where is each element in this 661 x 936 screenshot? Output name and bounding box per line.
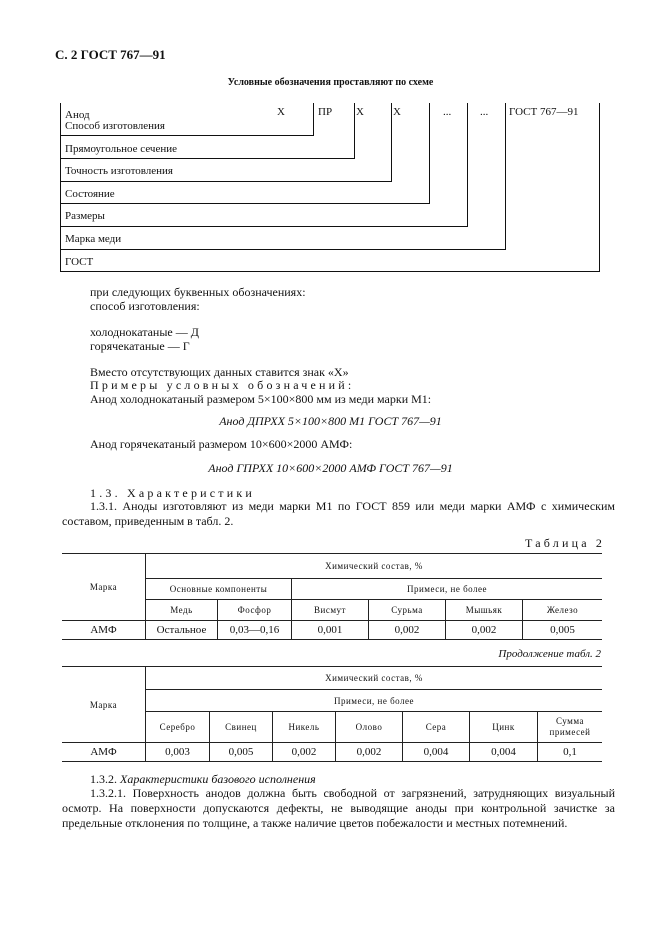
scheme-label: ГОСТ <box>65 256 94 268</box>
table2-composition-header: Химический состав, % <box>146 554 603 579</box>
section-1-3-2-heading <box>90 772 316 787</box>
legend-absent: Вместо отсутствующих данных ставится знак «Х» <box>90 365 349 379</box>
scheme-label: Способ изготовления <box>65 120 165 132</box>
scheme-label: Точность изготовления <box>65 165 173 177</box>
table2-impurity-header: Примеси, не более <box>292 579 603 600</box>
table2-cont-cell: 0,1 <box>538 743 603 762</box>
table2-col-header: Железо <box>523 600 603 621</box>
scheme-label: Марка меди <box>65 233 122 245</box>
scheme-title: Условные обозначения проставляют по схеме <box>227 77 434 88</box>
example2-code: Анод ГПРХХ 10×600×2000 АМФ ГОСТ 767—91 <box>208 461 453 475</box>
scheme-label: Размеры <box>65 210 105 222</box>
table2-cell: 0,002 <box>369 621 446 640</box>
section-1-3-2-title: Характеристики базового исполнения <box>120 772 316 786</box>
scheme-line <box>60 249 505 250</box>
table2-cont-cell: 0,002 <box>273 743 336 762</box>
examples-heading: Примеры условных обозначений: <box>90 378 355 392</box>
table2-cont-cell: 0,004 <box>470 743 538 762</box>
table2-cont-col-header: Никель <box>273 712 336 743</box>
table2-cont-cell: 0,003 <box>146 743 210 762</box>
table2-cont-col-header: Олово <box>336 712 403 743</box>
page-header: С. 2 ГОСТ 767—91 <box>55 47 166 62</box>
scheme-label: Состояние <box>65 188 115 200</box>
table2-cont-cell: 0,002 <box>336 743 403 762</box>
table2-cell: 0,002 <box>446 621 523 640</box>
table2-cont-col-header: Цинк <box>470 712 538 743</box>
scheme-line <box>354 103 355 159</box>
scheme-line <box>429 103 430 204</box>
table2-grade-header: Марка <box>62 554 146 621</box>
scheme-code: Х <box>393 106 401 118</box>
table2-cont-cell-grade: АМФ <box>62 743 146 762</box>
section-1-3-2-1-paragraph: 1.3.2.1. Поверхность анодов должна быть свободной от загрязнений, затрудняющих визуальный осмотр. На поверхности допускаются дефекты, не выводящие аноды при контрольной зачистке за предельные отклонения по толщине, а также наличие цветов побежалости и местных потемнений. <box>62 786 615 830</box>
section-1-3-heading: 1.3. Характеристики <box>90 486 256 500</box>
scheme-code: Х <box>356 106 364 118</box>
table2-main-header: Основные компоненты <box>146 579 292 600</box>
table2-cont-cell: 0,005 <box>210 743 273 762</box>
example2-text: Анод горячекатаный размером 10×600×2000 АМФ: <box>90 437 353 451</box>
example1-text: Анод холоднокатаный размером 5×100×800 мм из меди марки М1: <box>90 392 432 406</box>
table2-cont-composition-header: Химический состав, % <box>146 667 603 690</box>
table2-cell: Остальное <box>146 621 218 640</box>
table2-col-header: Сурьма <box>369 600 446 621</box>
scheme-code: ... <box>480 106 489 118</box>
table2-cont-col-header: Серебро <box>146 712 210 743</box>
table2-cont-grade-header: Марка <box>62 667 146 743</box>
scheme-line <box>505 103 506 250</box>
scheme-code: ... <box>443 106 452 118</box>
scheme-line <box>467 103 468 227</box>
table-row <box>62 621 602 640</box>
table-row <box>62 743 602 762</box>
table2-col-header: Висмут <box>292 600 369 621</box>
scheme-line <box>60 135 313 136</box>
table2-col-header: Мышьяк <box>446 600 523 621</box>
legend-cold: холоднокатаные — Д <box>90 325 199 339</box>
legend-intro: при следующих буквенных обозначениях: <box>90 285 306 299</box>
legend-hot: горячекатаные — Г <box>90 339 190 353</box>
scheme-code: ГОСТ 767—91 <box>509 106 579 118</box>
scheme-line <box>60 203 429 204</box>
scheme-line <box>313 103 314 136</box>
table2-cell: 0,03—0,16 <box>218 621 292 640</box>
scheme-line <box>60 271 600 272</box>
scheme-line <box>60 181 391 182</box>
scheme-line <box>60 158 354 159</box>
table2-cell: 0,001 <box>292 621 369 640</box>
table2-cont-col-header: Свинец <box>210 712 273 743</box>
table2-cont-col-header: Сера <box>403 712 470 743</box>
legend-intro-method: способ изготовления: <box>90 299 200 313</box>
scheme-line <box>391 103 392 182</box>
scheme-line <box>60 103 61 272</box>
table2-caption: Таблица 2 <box>525 536 606 550</box>
table-2 <box>62 553 602 640</box>
section-1-3-1-paragraph: 1.3.1. Аноды изготовляют из меди марки М1 по ГОСТ 859 или меди марки АМФ с химическим составом, приведенным в табл. 2. <box>62 499 615 528</box>
scheme-label: Анод <box>65 109 90 121</box>
table2-cont-col-header: Сумма примесей <box>538 712 603 743</box>
table2-cell-grade: АМФ <box>62 621 146 640</box>
table2-cell: 0,005 <box>523 621 603 640</box>
table-2-continuation <box>62 666 602 762</box>
table2-cont-caption: Продолжение табл. 2 <box>498 648 601 660</box>
scheme-code: Х <box>277 106 285 118</box>
section-1-3-2-number: 1.3.2. <box>90 772 117 786</box>
scheme-line <box>60 226 467 227</box>
scheme-code: ПР <box>318 106 333 118</box>
table2-col-header: Медь <box>146 600 218 621</box>
example1-code: Анод ДПРХХ 5×100×800 М1 ГОСТ 767—91 <box>219 414 442 428</box>
scheme-line <box>599 103 600 272</box>
scheme-label: Прямоугольное сечение <box>65 143 177 155</box>
table2-cont-cell: 0,004 <box>403 743 470 762</box>
table2-cont-impurity-header: Примеси, не более <box>146 690 603 712</box>
table2-col-header: Фосфор <box>218 600 292 621</box>
